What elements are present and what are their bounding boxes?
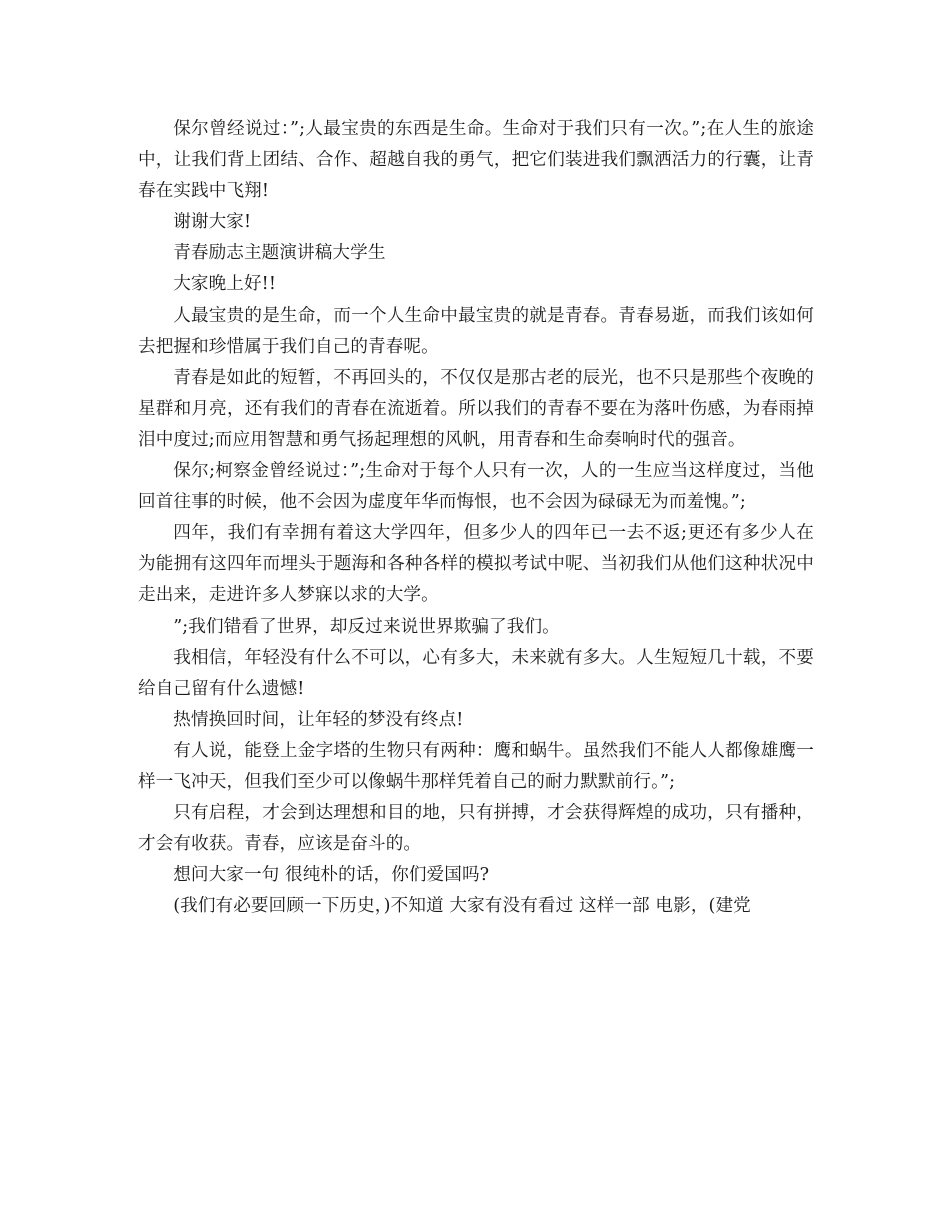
paragraph: ”;我们错看了世界，却反过来说世界欺骗了我们。 [173, 616, 560, 637]
paragraph: 大家晚上好!! [173, 274, 276, 295]
paragraph: 想问大家一句 很纯朴的话，你们爱国吗? [173, 865, 490, 886]
paragraph: 青春是如此的短暂，不再回头的，不仅仅是那古老的辰光，也不只是那些个夜晚的星群和月亮，还有我们的青春在流逝着。所以我们的青春不要在为落叶伤感，为春雨掉泪中度过;而应用智慧和勇气扬起理想的风帆，用青春和生命奏响时代的强音。 [138, 367, 814, 450]
paragraph: 人最宝贵的是生命，而一个人生命中最宝贵的就是青春。青春易逝，而我们该如何去把握和珍惜属于我们自己的青春呢。 [138, 305, 814, 357]
paragraph: (我们有必要回顾一下历史，)不知道 大家有没有看过 这样一部 电影，(建党 [173, 896, 751, 917]
paragraph: 四年，我们有幸拥有着这大学四年，但多少人的四年已一去不返;更还有多少人在为能拥有这四年而埋头于题海和各种各样的模拟考试中呢、当初我们从他们这种状况中走出来，走进许多人梦寐以求的大学。 [138, 523, 814, 606]
paragraph: 我相信，年轻没有什么不可以，心有多大，未来就有多大。人生短短几十载，不要给自己留有什么遗憾! [138, 647, 814, 699]
paragraph: 谢谢大家! [173, 212, 252, 233]
document-body [138, 114, 814, 922]
paragraph: 只有启程，才会到达理想和目的地，只有拼搏，才会获得辉煌的成功，只有播种，才会有收获。青春，应该是奋斗的。 [138, 803, 814, 855]
paragraph: 保尔;柯察金曾经说过：”;生命对于每个人只有一次，人的一生应当这样度过，当他回首往事的时候，他不会因为虚度年华而悔恨，也不会因为碌碌无为而羞愧。”; [138, 461, 814, 513]
paragraph: 热情换回时间，让年轻的梦没有终点! [173, 709, 464, 730]
section-title: 青春励志主题演讲稿大学生 [173, 243, 386, 264]
paragraph: 保尔曾经说过：”;人最宝贵的东西是生命。生命对于我们只有一次。”;在人生的旅途中，让我们背上团结、合作、超越自我的勇气，把它们装进我们飘洒活力的行囊，让青春在实践中飞翔! [138, 119, 814, 202]
paragraph: 有人说，能登上金字塔的生物只有两种：鹰和蜗牛。虽然我们不能人人都像雄鹰一样一飞冲天，但我们至少可以像蜗牛那样凭着自己的耐力默默前行。”; [138, 740, 814, 792]
